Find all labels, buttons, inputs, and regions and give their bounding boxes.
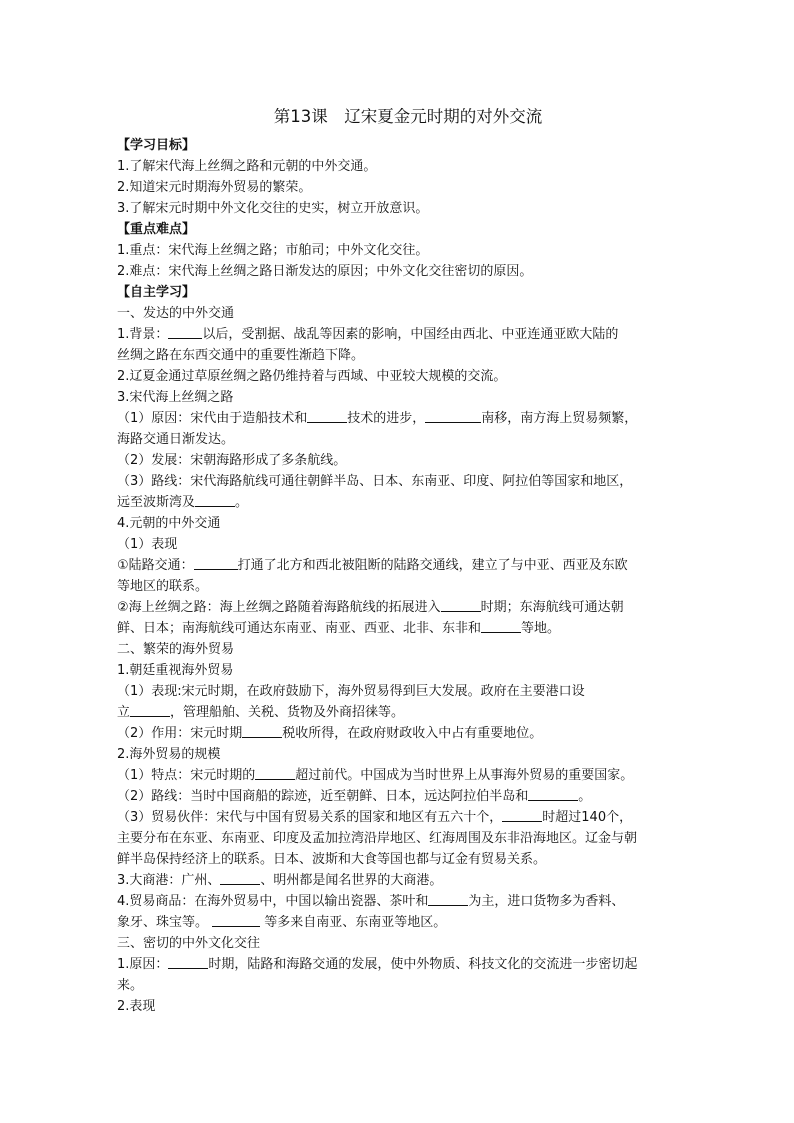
text-line: 鲜半岛保持经济上的联系。日本、波斯和大食等国也都与辽金有贸易关系。 bbox=[117, 852, 547, 867]
text-line: 一、发达的中外交通 bbox=[117, 306, 235, 321]
fill-in-blank bbox=[428, 891, 468, 906]
section-heading: 【自主学习】 bbox=[117, 285, 196, 300]
text-line: 4.贸易商品：在海外贸易中，中国以输出瓷器、茶叶和 为主，进口货物多为香料、 bbox=[117, 891, 679, 912]
fill-in-blank bbox=[255, 765, 295, 780]
text-line: 2.辽夏金通过草原丝绸之路仍维持着与西域、中亚较大规模的交流。 bbox=[117, 369, 507, 384]
text-line: 3.了解宋元时期中外文化交往的史实，树立开放意识。 bbox=[117, 201, 429, 216]
text-line: 立 ，管理船舶、关税、货物及外商招徕等。 bbox=[117, 702, 679, 723]
text-line: 来。 bbox=[117, 978, 144, 993]
fill-in-blank bbox=[528, 786, 578, 801]
text-line: 2.知道宋元时期海外贸易的繁荣。 bbox=[117, 180, 312, 195]
fill-in-blank bbox=[212, 912, 260, 927]
fill-in-blank bbox=[481, 618, 521, 633]
fill-in-blank bbox=[130, 702, 170, 717]
text-line: （2）发展：宋朝海路形成了多条航线。 bbox=[117, 453, 347, 468]
text-line: 三、密切的中外文化交往 bbox=[117, 936, 261, 951]
text-line: 海路交通日渐发达。 bbox=[117, 432, 235, 447]
text-line: 1.了解宋代海上丝绸之路和元朝的中外交通。 bbox=[117, 159, 377, 174]
text-line: （1）表现:宋元时期，在政府鼓励下，海外贸易得到巨大发展。政府在主要港口设 bbox=[117, 684, 585, 699]
section-heading: 【重点难点】 bbox=[117, 222, 196, 237]
text-line: 二、繁荣的海外贸易 bbox=[117, 642, 235, 657]
text-line: （3）贸易伙伴：宋代与中国有贸易关系的国家和地区有五六十个， 时超过140个， bbox=[117, 807, 679, 828]
fill-in-blank bbox=[502, 807, 542, 822]
text-line: 1.原因： 时期，陆路和海路交通的发展，使中外物质、科技文化的交流进一步密切起 bbox=[117, 954, 679, 975]
document-body bbox=[117, 135, 679, 1017]
fill-in-blank bbox=[194, 555, 238, 570]
text-line: 2.难点：宋代海上丝绸之路日渐发达的原因；中外文化交往密切的原因。 bbox=[117, 264, 533, 279]
text-line: 1.背景： 以后，受割据、战乱等因素的影响，中国经由西北、中亚连通亚欧大陆的 bbox=[117, 324, 679, 345]
text-line: 鲜、日本；南海航线可通达东南亚、南亚、西亚、北非、东非和 等地。 bbox=[117, 618, 679, 639]
text-line: ②海上丝绸之路：海上丝绸之路随着海路航线的拓展进入 时期；东海航线可通达朝 bbox=[117, 597, 679, 618]
text-line: 等地区的联系。 bbox=[117, 579, 209, 594]
text-line: （2）作用：宋元时期 税收所得，在政府财政收入中占有重要地位。 bbox=[117, 723, 679, 744]
text-line: 2.海外贸易的规模 bbox=[117, 747, 221, 762]
text-line: 4.元朝的中外交通 bbox=[117, 516, 221, 531]
text-line: 2.表现 bbox=[117, 999, 156, 1014]
text-line: 丝绸之路在东西交通中的重要性渐趋下降。 bbox=[117, 348, 365, 363]
text-line: 1.重点：宋代海上丝绸之路；市舶司；中外文化交往。 bbox=[117, 243, 429, 258]
lesson-title: 第13课 辽宋夏金元时期的对外交流 bbox=[273, 107, 543, 126]
text-line: （1）表现 bbox=[117, 537, 178, 552]
text-line: （3）路线：宋代海路航线可通往朝鲜半岛、日本、东南亚、印度、阿拉伯等国家和地区， bbox=[117, 474, 633, 489]
fill-in-blank bbox=[425, 408, 481, 423]
text-line: 象牙、珠宝等。 等多来自南亚、东南亚等地区。 bbox=[117, 912, 679, 933]
text-line: 3.大商港：广州、 、明州都是闻名世界的大商港。 bbox=[117, 870, 679, 891]
document-page bbox=[117, 105, 679, 1017]
fill-in-blank bbox=[307, 408, 347, 423]
fill-in-blank bbox=[168, 324, 202, 339]
text-line: 远至波斯湾及 。 bbox=[117, 492, 679, 513]
text-line: 主要分布在东亚、东南亚、印度及孟加拉湾沿岸地区、红海周围及东非沿海地区。辽金与朝 bbox=[117, 831, 638, 846]
text-line: 1.朝廷重视海外贸易 bbox=[117, 663, 234, 678]
fill-in-blank bbox=[168, 954, 208, 969]
fill-in-blank bbox=[441, 597, 481, 612]
fill-in-blank bbox=[220, 870, 260, 885]
text-line: ①陆路交通： 打通了北方和西北被阻断的陆路交通线，建立了与中亚、西亚及东欧 bbox=[117, 555, 679, 576]
text-line: （1）特点：宋元时期的 超过前代。中国成为当时世界上从事海外贸易的重要国家。 bbox=[117, 765, 679, 786]
section-heading: 【学习目标】 bbox=[117, 138, 196, 153]
fill-in-blank bbox=[242, 723, 282, 738]
fill-in-blank bbox=[195, 492, 235, 507]
text-line: 3.宋代海上丝绸之路 bbox=[117, 390, 234, 405]
text-line: （2）路线：当时中国商船的踪迹，近至朝鲜、日本，远达阿拉伯半岛和 。 bbox=[117, 786, 679, 807]
text-line: （1）原因：宋代由于造船技术和 技术的进步， 南移，南方海上贸易频繁， bbox=[117, 408, 679, 429]
